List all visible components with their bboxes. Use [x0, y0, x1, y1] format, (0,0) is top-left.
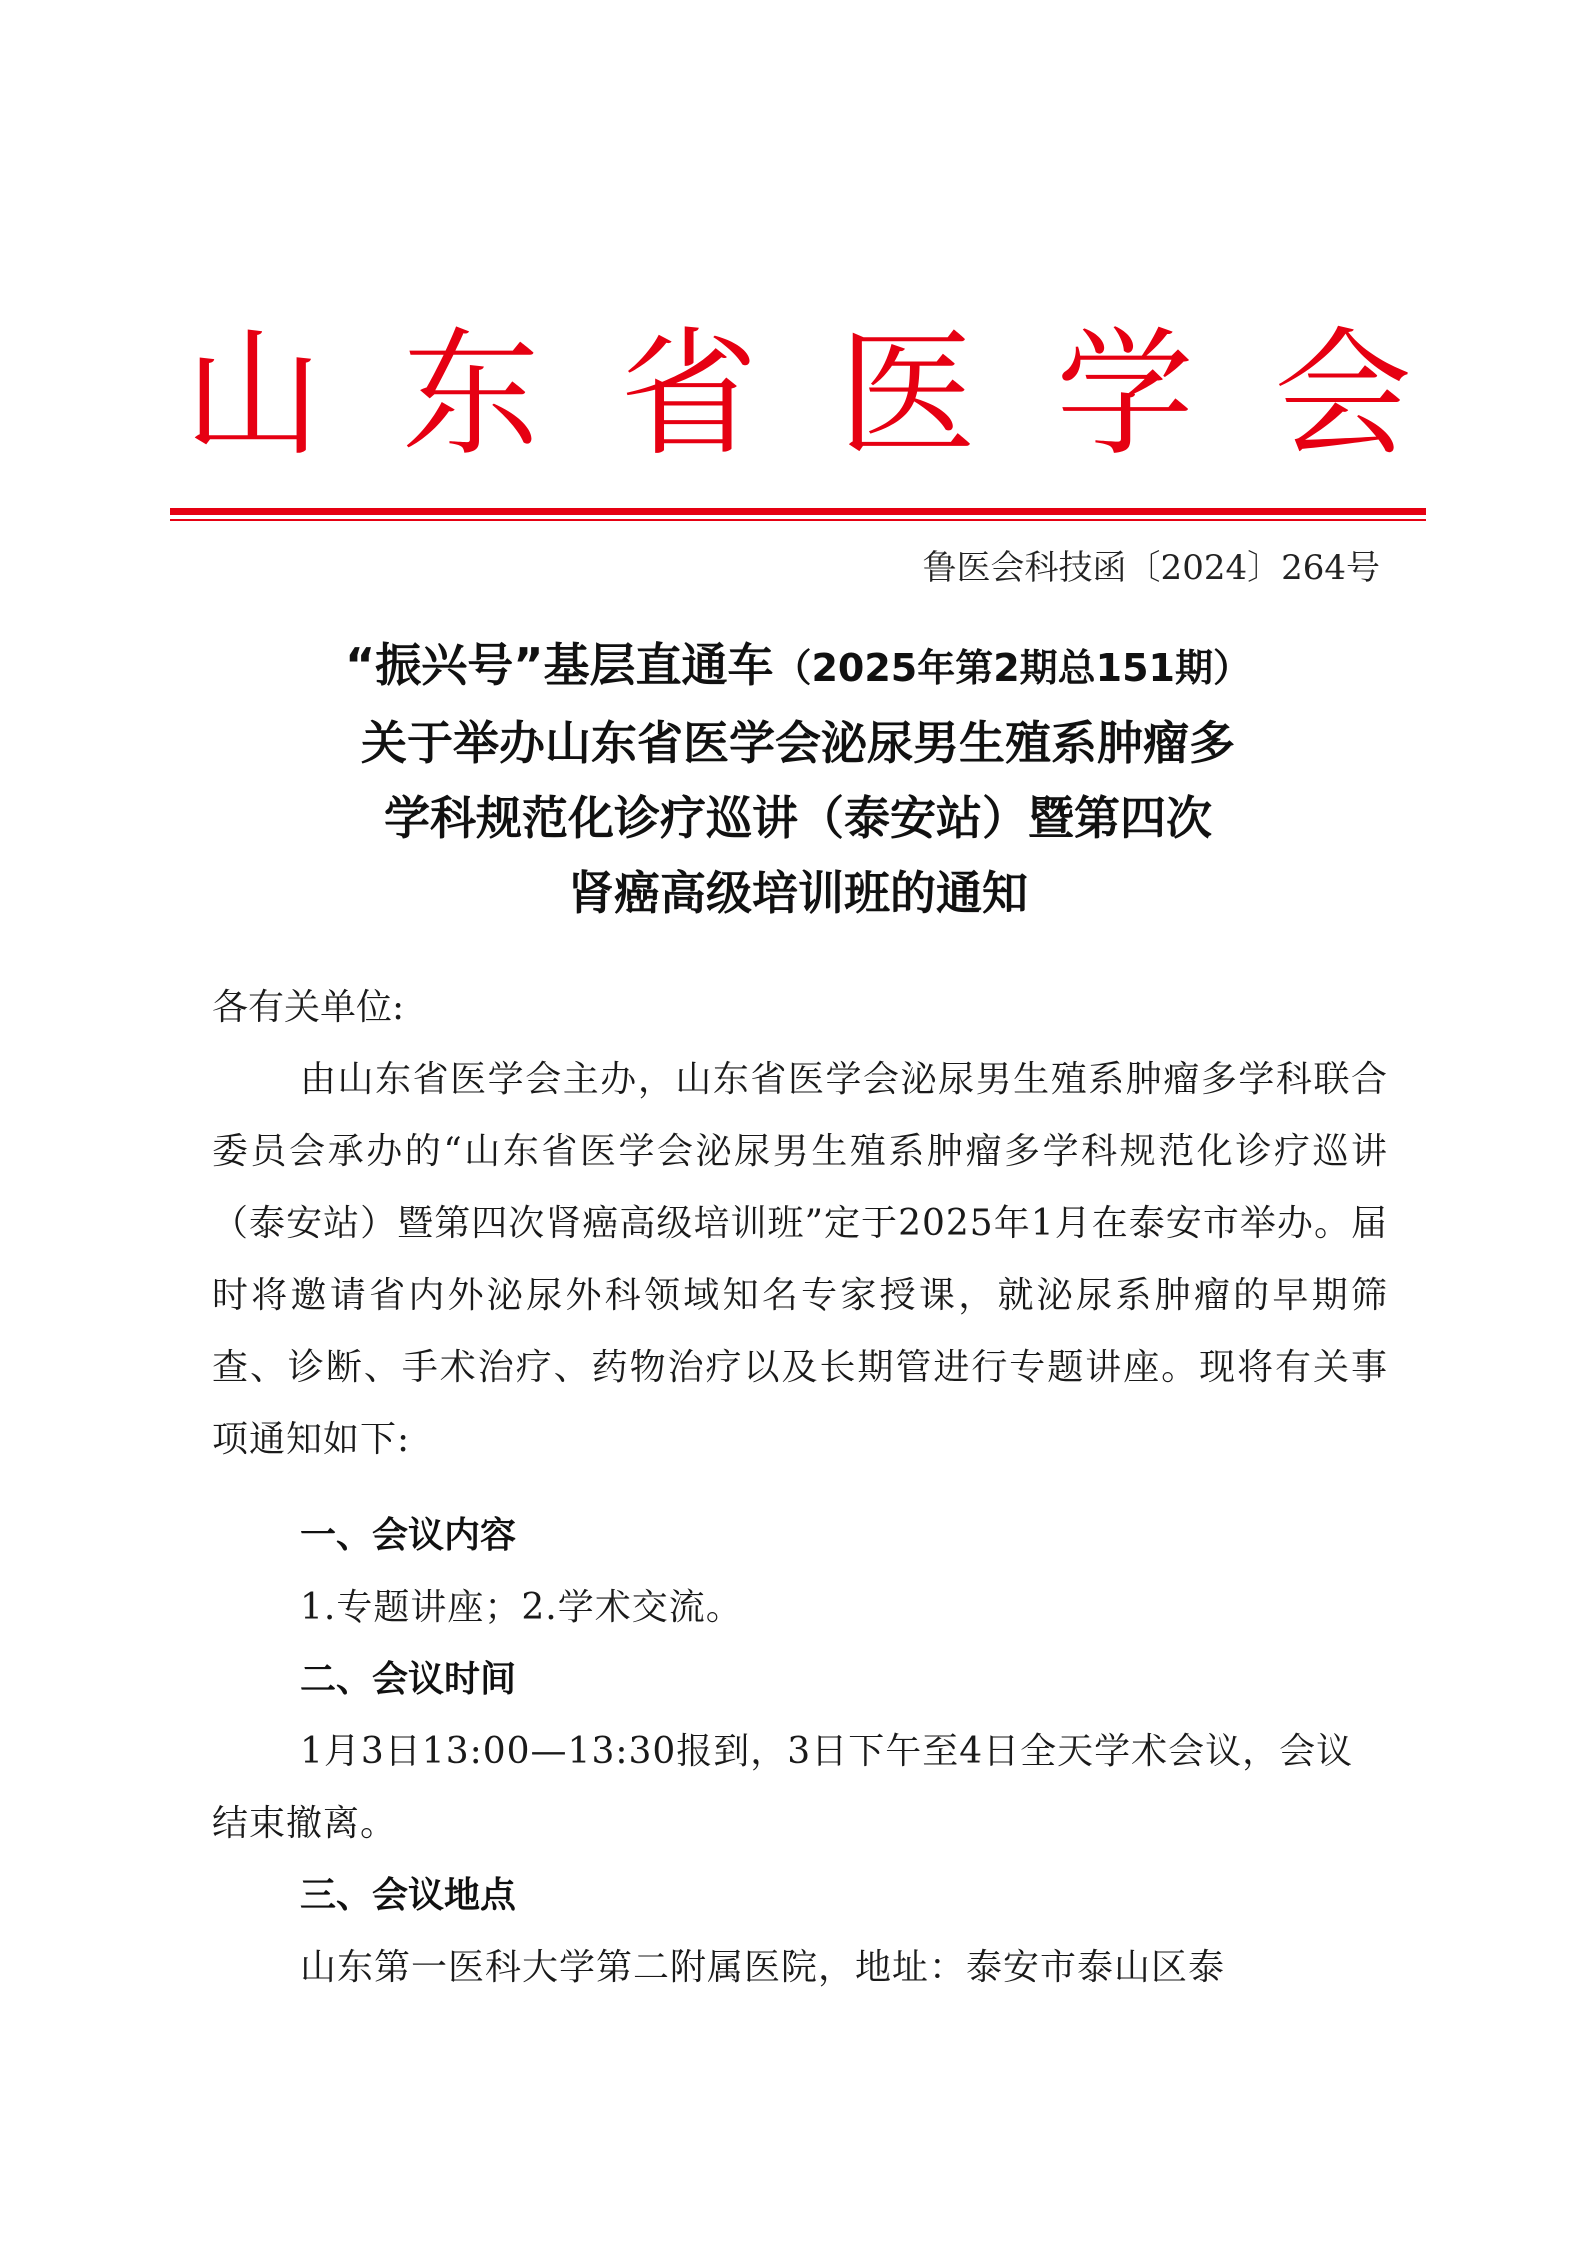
masthead-char: 省: [619, 314, 758, 475]
masthead-char: 医: [837, 314, 976, 475]
intro-paragraph: 由山东省医学会主办，山东省医学会泌尿男生殖系肿瘤多学科联合委员会承办的“山东省医学会泌尿男生殖系肿瘤多学科规范化诊疗巡讲（泰安站）暨第四次肾癌高级培训班”定于2025年1月在泰安市举办。届时将邀请省内外泌尿外科领域知名专家授课，就泌尿系肿瘤的早期筛查、诊断、手术治疗、药物治疗以及长期管进行专题讲座。现将有关事项通知如下:: [212, 1059, 1388, 1460]
title-line-1: [170, 628, 1426, 706]
document-number: 鲁医会科技函〔2024〕264号: [922, 548, 1380, 588]
section-heading-time: 二、会议时间: [300, 1659, 517, 1700]
title-line-3: 学科规范化诊疗巡讲（泰安站）暨第四次: [384, 791, 1212, 845]
section-text-location: 山东第一医科大学第二附属医院，地址：泰安市泰山区泰: [300, 1947, 1226, 1988]
masthead-char: 学: [1055, 314, 1194, 475]
section-text-content: 1.专题讲座；2.学术交流。: [300, 1587, 743, 1628]
document-title: [170, 628, 1426, 931]
salutation: 各有关单位:: [212, 987, 405, 1028]
section-heading-location: 三、会议地点: [300, 1875, 517, 1916]
section-heading-content: 一、会议内容: [300, 1515, 517, 1556]
masthead-divider-thin: [170, 519, 1426, 521]
title-issue: （2025年第2期总151期）: [773, 646, 1251, 690]
masthead-title: [168, 310, 1428, 480]
title-line-2: 关于举办山东省医学会泌尿男生殖系肿瘤多: [361, 716, 1235, 770]
masthead-char: 山: [183, 314, 322, 475]
masthead-char: 东: [401, 314, 540, 475]
title-series: “振兴号”基层直通车: [345, 638, 774, 692]
masthead-divider-thick: [170, 508, 1426, 515]
masthead-char: 会: [1273, 314, 1412, 475]
title-line-4: 肾癌高级培训班的通知: [568, 866, 1028, 920]
section-text-time: 1月3日13:00—13:30报到，3日下午至4日全天学术会议，会议结束撤离。: [212, 1731, 1354, 1844]
